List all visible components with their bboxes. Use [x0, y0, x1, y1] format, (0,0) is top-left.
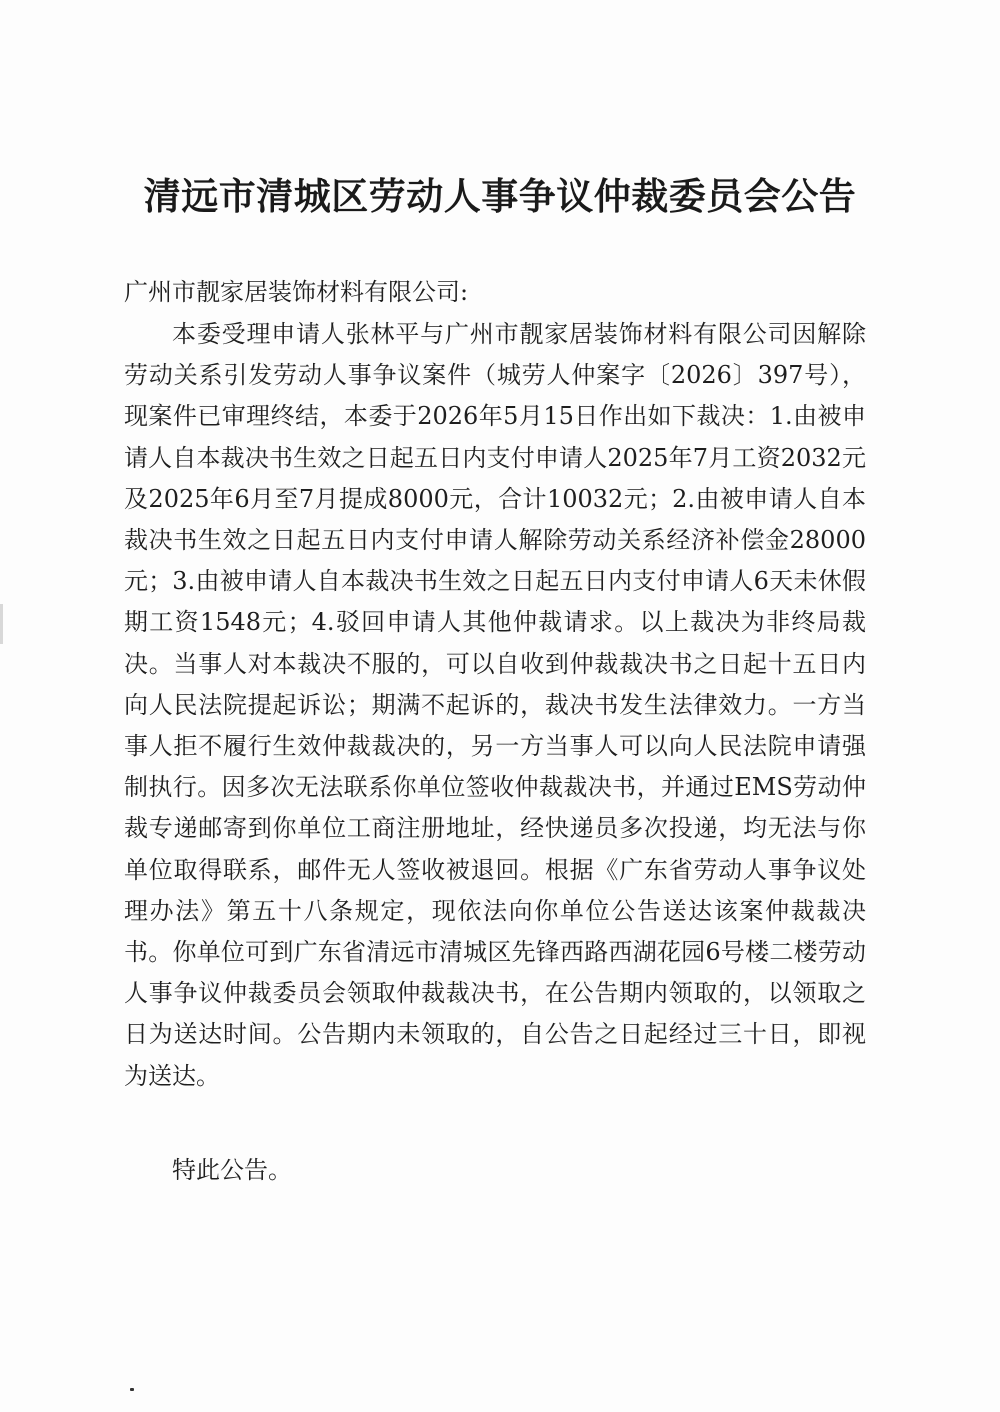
page-title: 清远市清城区劳动人事争议仲裁委员会公告 — [143, 175, 857, 218]
closing-line: 特此公告。 — [172, 1156, 292, 1184]
notice-body-paragraph: 本委受理申请人张林平与广州市靓家居装饰材料有限公司因解除劳动关系引发劳动人事争议案件（城劳人仲案字〔2026〕397号），现案件已审理终结，本委于2026年5月15日作出如下裁决：1.由被申请人自本裁决书生效之日起五日内支付申请人2025年7月工资2032元及2025年6月至7月提成8000元，合计10032元；2.由被申请人自本裁决书生效之日起五日内支付申请人解除劳动关系经济补偿金28000元；3.由被申请人自本裁决书生效之日起五日内支付申请人6天未休假期工资1548元；4.驳回申请人其他仲裁请求。以上裁决为非终局裁决。当事人对本裁决不服的，可以自收到仲裁裁决书之日起十五日内向人民法院提起诉讼；期满不起诉的，裁决书发生法律效力。一方当事人拒不履行生效仲裁裁决的，另一方当事人可以向人民法院申请强制执行。因多次无法联系你单位签收仲裁裁决书，并通过EMS劳动仲裁专递邮寄到你单位工商注册地址，经快递员多次投递，均无法与你单位取得联系，邮件无人签收被退回。根据《广东省劳动人事争议处理办法》第五十八条规定，现依法向你单位公告送达该案仲裁裁决书。你单位可到广东省清远市清城区先锋西路西湖花园6号楼二楼劳动人事争议仲裁委员会领取仲裁裁决书，在公告期内领取的，以领取之日为送达时间。公告期内未领取的，自公告之日起经过三十日，即视为送达。 — [124, 320, 866, 1090]
scan-dot-mark — [130, 1388, 134, 1391]
addressee-line: 广州市靓家居装饰材料有限公司: — [124, 278, 469, 306]
scan-edge-mark — [0, 604, 3, 644]
